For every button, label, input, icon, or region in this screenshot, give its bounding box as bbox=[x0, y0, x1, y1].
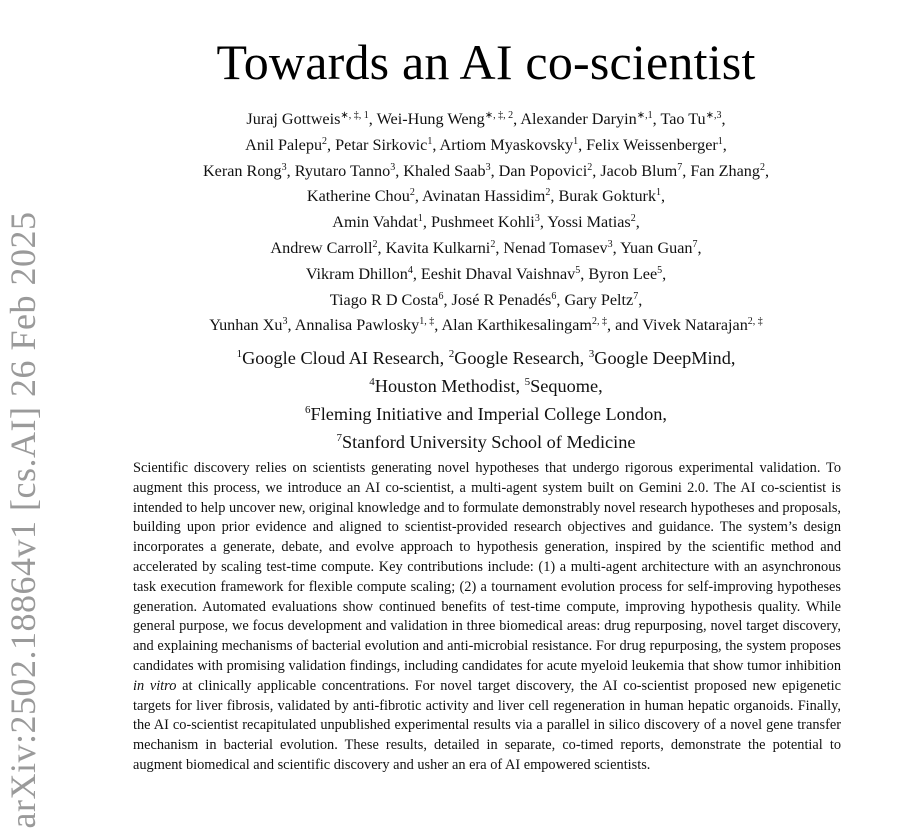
abstract-italic-term: in vitro bbox=[133, 677, 177, 694]
affiliation-number: 3 bbox=[588, 348, 595, 361]
author-line: Juraj Gottweis$^{∗, \ddagger, 1}$, Wei-Hung Weng$^{∗, \ddagger, 2}$, Alexander Daryin$^{∗,1}$, Tao $Tu^{∗,3}$, bbox=[246, 110, 726, 128]
author-affiliation-mark: 5 bbox=[575, 264, 581, 276]
author-name: Tao Tu bbox=[660, 110, 706, 128]
author-name: Avinatan Hassidim bbox=[422, 187, 546, 206]
author-affiliation-mark: 2 bbox=[409, 187, 415, 199]
author-line: Vikram Dhillon$^4$, Eeshit Dhaval Vaishnav$^5$, Byron Lee$^5$, bbox=[305, 264, 667, 283]
affiliation-name: Google Cloud AI Research bbox=[242, 348, 440, 369]
author-name: Nenad Tomasev bbox=[503, 238, 608, 257]
author-affiliation-mark: 2, ‡ bbox=[592, 316, 608, 328]
affiliation-name: Google Research bbox=[454, 348, 580, 369]
author-name: Keran Rong bbox=[202, 161, 282, 180]
author-name: Fan Zhang bbox=[690, 161, 760, 180]
affiliation-name: Stanford University School of Medicine bbox=[342, 431, 636, 452]
author-affiliation-mark: 6 bbox=[438, 290, 444, 302]
author-name: Ryutaro Tanno bbox=[294, 161, 391, 180]
author-affiliation-mark: 2 bbox=[490, 238, 496, 250]
abstract-text-part-2: at clinically applicable concentrations. For novel target discovery, the AI co-scientist proposed new epigenetic targets for liver fibrosis, validated by anti-fibrotic activity and liver cell regeneration in human hepatic organoids. Finally, the AI co-scientist recapitulated unpublished experimental results via a parallel in silico discovery of a novel gene transfer mechanism in bacterial evolution. These results, detailed in separate, co-timed reports, demonstrate the potential to augment biomedical and scientific discovery and usher an era of AI empowered scientists. bbox=[133, 677, 841, 773]
author-affiliation-mark: 2, ‡ bbox=[747, 316, 763, 328]
affiliation-number: 2 bbox=[448, 348, 455, 361]
affiliation-line: $^4$Houston Methodist, $^5$Sequome, bbox=[369, 375, 603, 396]
author-affiliation-mark: 2 bbox=[587, 161, 593, 173]
author-affiliation-mark: 3 bbox=[485, 161, 491, 173]
affiliation-number: 4 bbox=[369, 375, 375, 388]
author-affiliation-mark: 3 bbox=[390, 161, 396, 173]
paper-front-matter bbox=[130, 0, 842, 773]
author-name: Yossi Matias bbox=[547, 213, 631, 232]
author-affiliation-mark: 1 bbox=[656, 187, 662, 199]
author-name: Eeshit Dhaval Vaishnav bbox=[420, 264, 576, 283]
author-affiliation-mark: 1 bbox=[717, 135, 723, 147]
affiliation-number: 6 bbox=[305, 403, 311, 416]
author-affiliation-mark: 3 bbox=[607, 238, 613, 250]
author-affiliation-mark: ∗, ‡, 2 bbox=[484, 110, 514, 121]
author-name: Burak Gokturk bbox=[558, 187, 657, 206]
author-affiliation-mark: 1 bbox=[417, 213, 423, 225]
author-name: and Vivek Natarajan bbox=[615, 316, 748, 335]
paper-title: Towards an AI co-scientist bbox=[216, 34, 756, 90]
author-line: Katherine Chou$^2$, Avinatan Hassidim$^2$, Burak Gokturk$^1$, bbox=[306, 187, 666, 206]
author-affiliation-mark: 2 bbox=[545, 187, 551, 199]
author-line: Amin Vahdat$^1$, Pushmeet Kohli$^3$, Yossi Matias$^2$, bbox=[332, 213, 640, 232]
author-affiliation-mark: 7 bbox=[677, 161, 683, 173]
author-affiliation-mark: 7 bbox=[633, 290, 639, 302]
author-affiliation-mark: 4 bbox=[407, 264, 413, 276]
author-name: Petar Sirkovic bbox=[335, 135, 428, 154]
author-affiliation-mark: 3 bbox=[282, 316, 288, 328]
author-affiliation-mark: 6 bbox=[551, 290, 557, 302]
arxiv-identifier: arXiv:2502.18864v1 [cs.AI] 26 Feb 2025 bbox=[3, 211, 43, 829]
author-name: Yuan Guan bbox=[620, 238, 693, 257]
author-name: Tiago R D Costa bbox=[329, 290, 439, 309]
author-line: Keran Rong$^3$, Ryutaro Tanno$^3$, Khaled Saab$^3$, Dan Popovici$^2$, Jacob Blum$^7$, Fan Zhang$^2$, bbox=[202, 161, 770, 180]
arxiv-side-stamp bbox=[0, 0, 58, 833]
author-name: Alan Karthikesalingam bbox=[441, 316, 593, 335]
author-name: Pushmeet Kohli bbox=[430, 213, 535, 232]
affiliation-line: $^6$Fleming Initiative and Imperial College London, bbox=[305, 403, 667, 424]
affiliation-number: 7 bbox=[336, 431, 343, 444]
author-name: Byron Lee bbox=[588, 264, 658, 283]
affiliation-name: Sequome bbox=[530, 375, 599, 396]
author-name: Dan Popovici bbox=[498, 161, 588, 180]
author-name: Anil Palepu bbox=[245, 135, 323, 154]
author-affiliation-mark: 3 bbox=[281, 161, 287, 173]
author-affiliation-mark: 5 bbox=[657, 264, 663, 276]
author-line: Yunhan Xu$^3$, Annalisa Pawlosky$^{1, \ddagger}$, Alan Karthikesalingam$^{2, \ddagger}$, and Vivek Natarajan$^{2, \ddagger}$ bbox=[209, 316, 763, 335]
author-affiliation-mark: 1 bbox=[427, 135, 433, 147]
author-affiliation-mark: 1, ‡ bbox=[419, 316, 435, 328]
author-affiliation-mark: ∗,3 bbox=[705, 110, 722, 121]
author-name: Juraj Gottweis bbox=[246, 110, 341, 128]
author-affiliation-mark: 1 bbox=[573, 135, 579, 147]
author-name: José R Penadés bbox=[451, 290, 552, 309]
abstract bbox=[133, 459, 841, 776]
author-name: Kavita Kulkarni bbox=[385, 238, 491, 257]
author-name: Wei-Hung Weng bbox=[376, 110, 485, 128]
affiliation-list bbox=[130, 343, 842, 454]
affiliation-name: Google DeepMind bbox=[594, 348, 731, 369]
author-affiliation-mark: 2 bbox=[630, 213, 636, 225]
author-name: Andrew Carroll bbox=[270, 238, 373, 257]
author-list bbox=[130, 105, 842, 337]
author-name: Gary Peltz bbox=[564, 290, 634, 309]
author-affiliation-mark: 2 bbox=[760, 161, 765, 173]
author-line: Tiago R D Costa$^6$, José R Penadés$^6$, Gary Peltz$^7$, bbox=[329, 290, 643, 309]
abstract-text-part-1: Scientific discovery relies on scientists generating novel hypotheses that undergo rigorous experimental validation. To augment this process, we introduce an AI co-scientist, a multi-agent system built on Gemini 2.0. The AI co-scientist is intended to help uncover new, original knowledge and to formulate demonstrably novel research hypotheses and proposals, building upon prior evidence and aligned to scientist-provided research objectives and guidance. The system’s design incorporates a generate, debate, and evolve approach to hypothesis generation, inspired by the scientific method and accelerated by scaling test-time compute. Key contributions include: (1) a multi-agent architecture with an asynchronous task execution framework for flexible compute scaling; (2) a tournament evolution process for self-improving hypotheses generation. Automated evaluations show continued benefits of test-time compute, improving hypothesis quality. While general purpose, we focus development and validation in three biomedical areas: drug repurposing, novel target discovery, and explaining mechanisms of bacterial evolution and anti-microbial resistance. For drug repurposing, the system proposes candidates with promising validation findings, including candidates for acute myeloid leukemia that show tumor inhibition bbox=[133, 460, 841, 674]
author-affiliation-mark: 7 bbox=[692, 238, 698, 250]
author-name: Amin Vahdat bbox=[332, 213, 418, 232]
author-affiliation-mark: ∗, ‡, 1 bbox=[340, 110, 369, 121]
affiliation-line bbox=[130, 427, 842, 455]
author-name: Khaled Saab bbox=[403, 161, 486, 180]
author-line: Andrew Carroll$^2$, Kavita Kulkarni$^2$, Nenad Tomasev$^3$, Yuan Guan$^7$, bbox=[270, 238, 702, 257]
author-line: Anil Palepu$^2$, Petar Sirkovic$^1$, Artiom Myaskovsky$^1$, Felix Weissenberger$^1$, bbox=[245, 135, 727, 154]
author-name: Yunhan Xu bbox=[209, 316, 283, 335]
author-affiliation-mark: ∗,1 bbox=[636, 110, 653, 121]
author-name: Artiom Myaskovsky bbox=[439, 135, 574, 154]
author-name: Vikram Dhillon bbox=[305, 264, 408, 283]
author-affiliation-mark: 2 bbox=[322, 135, 328, 147]
affiliation-number: 5 bbox=[524, 375, 531, 388]
author-affiliation-mark: 2 bbox=[372, 238, 378, 250]
author-name: Felix Weissenberger bbox=[586, 135, 718, 154]
affiliation-line: $^1$Google Cloud AI Research, $^2$Google Research, $^3$Google DeepMind, bbox=[236, 348, 736, 369]
author-name: Jacob Blum bbox=[600, 161, 678, 180]
affiliation-number: 1 bbox=[236, 348, 243, 361]
author-name: Annalisa Pawlosky bbox=[294, 316, 420, 335]
author-affiliation-mark: 3 bbox=[534, 213, 540, 225]
affiliation-name: Fleming Initiative and Imperial College London bbox=[310, 403, 663, 424]
affiliation-name: Houston Methodist bbox=[374, 375, 516, 396]
author-name: Katherine Chou bbox=[306, 187, 410, 206]
author-name: Alexander Daryin bbox=[520, 110, 637, 128]
